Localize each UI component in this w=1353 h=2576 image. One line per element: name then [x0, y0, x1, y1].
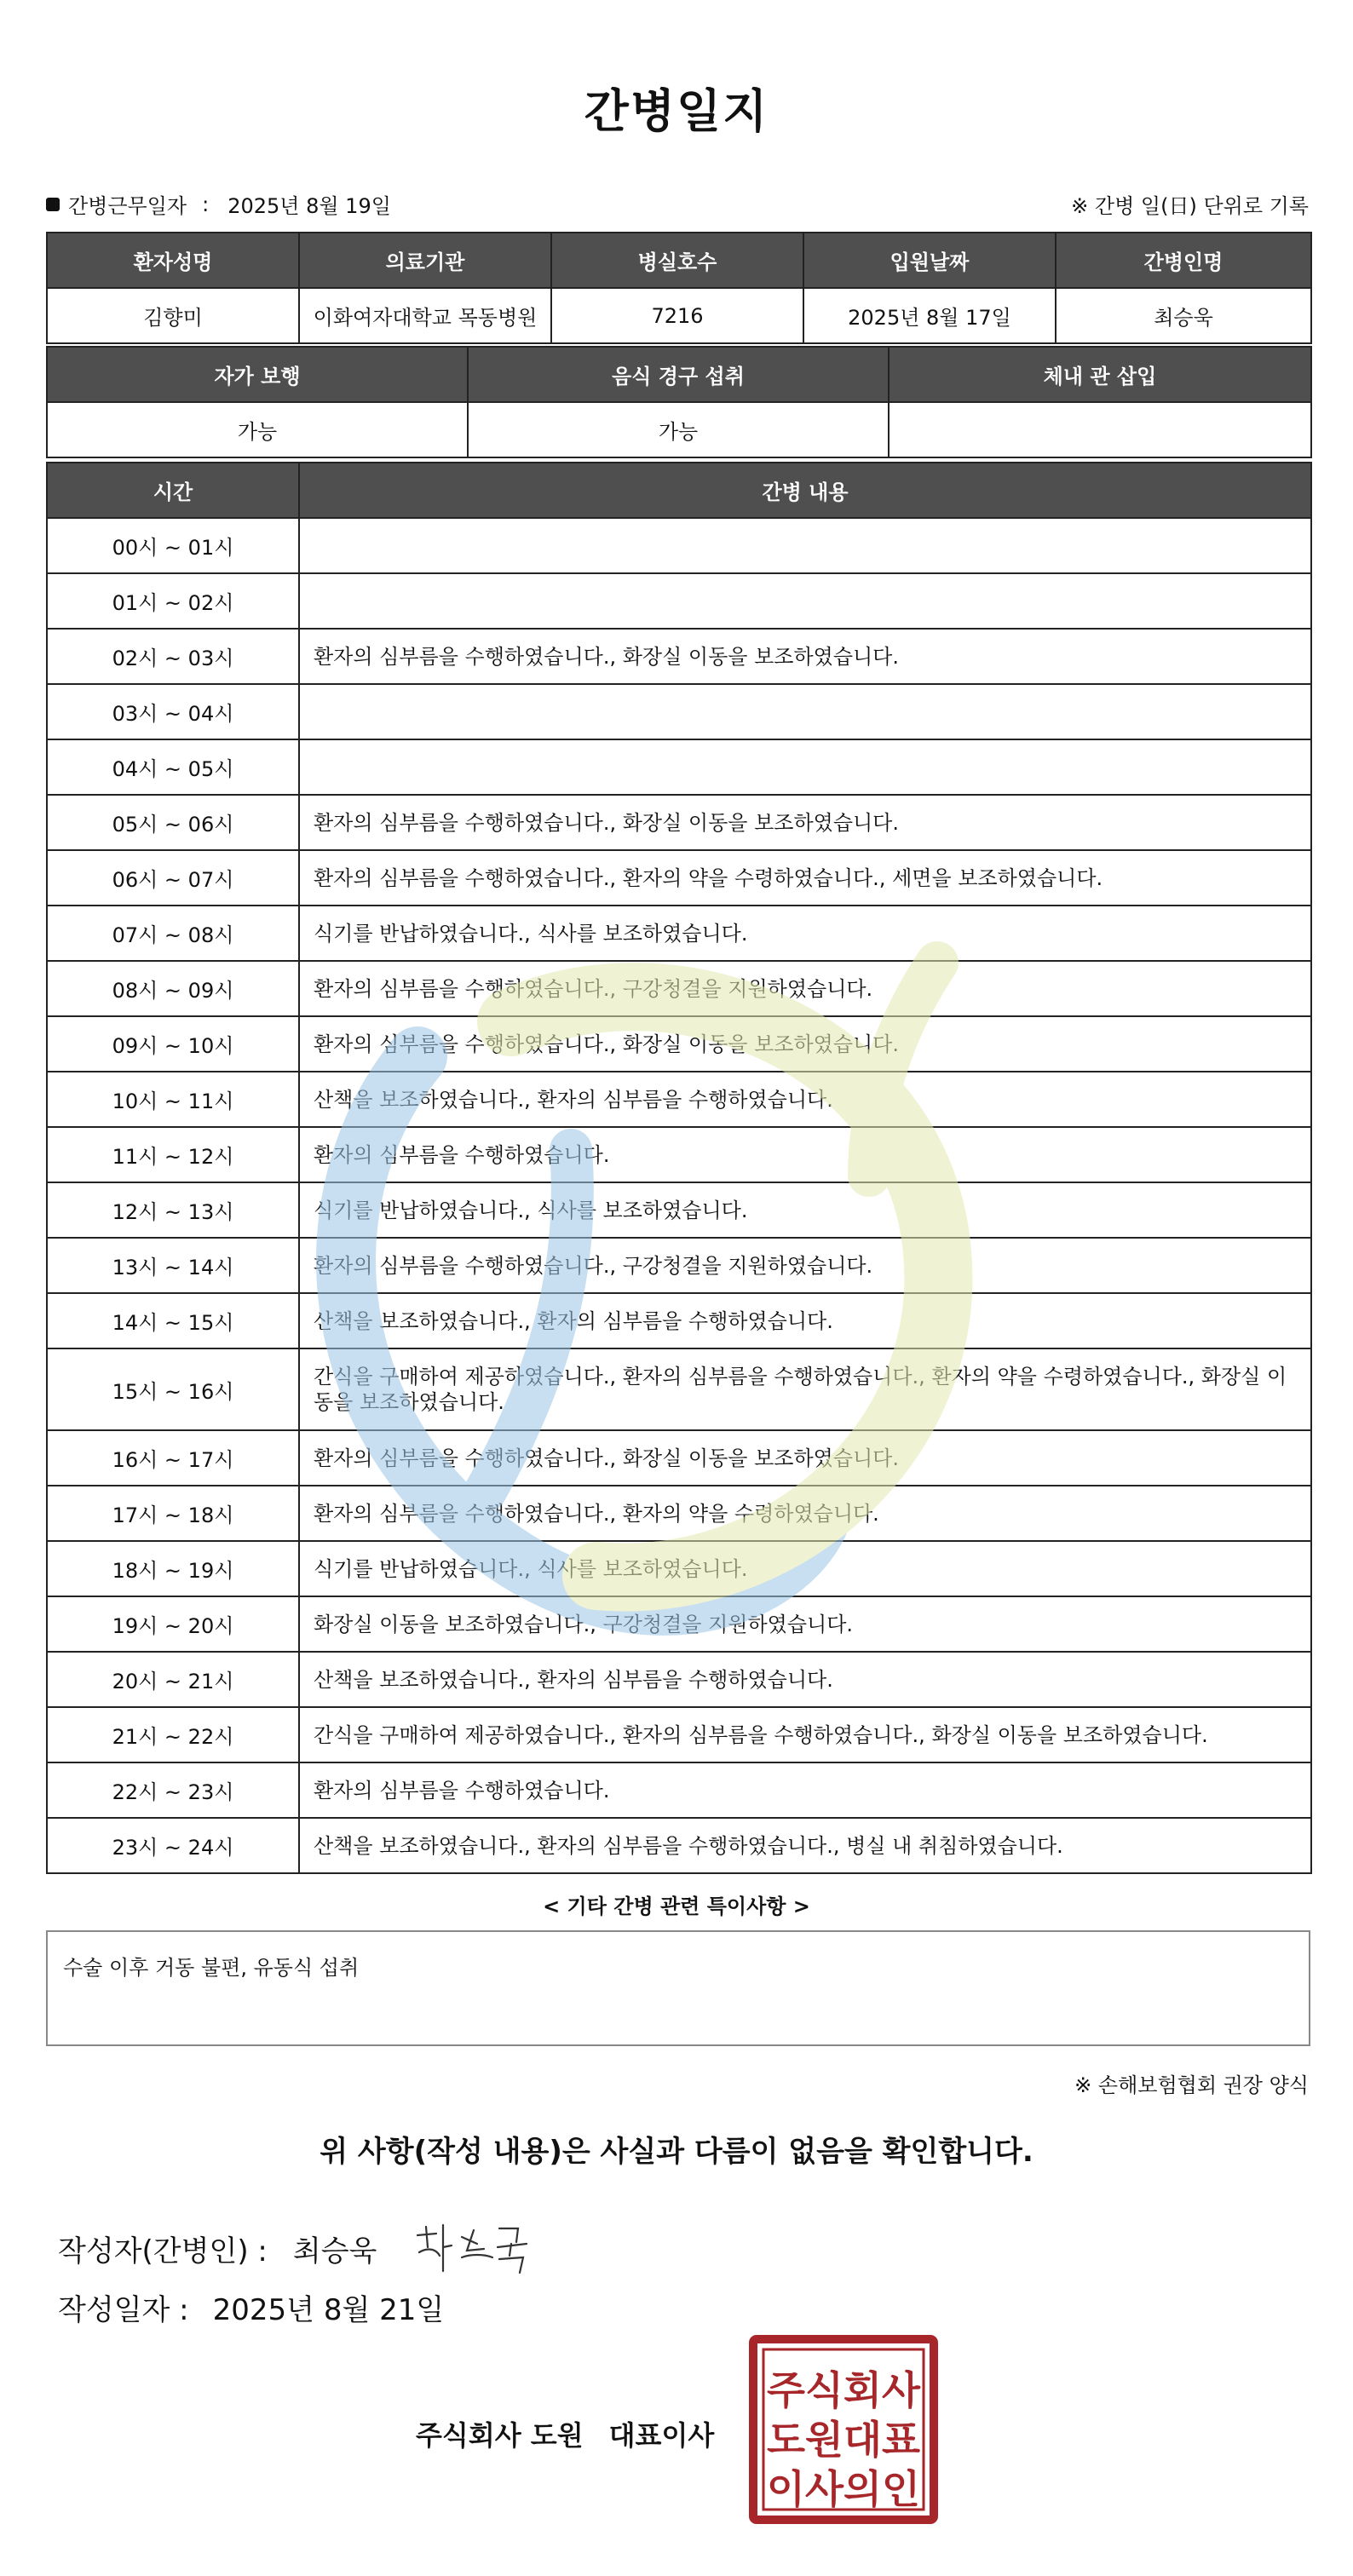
- care-row-content: 식기를 반납하였습니다., 식사를 보조하였습니다.: [299, 1182, 1311, 1238]
- care-row-time: 18시 ~ 19시: [47, 1541, 299, 1596]
- care-row: [47, 684, 1311, 739]
- care-row-time: 03시 ~ 04시: [47, 684, 299, 739]
- care-row: [47, 739, 1311, 795]
- care-row-content: 환자의 심부름을 수행하였습니다., 화장실 이동을 보조하였습니다.: [299, 1430, 1311, 1486]
- care-row: [47, 1072, 1311, 1127]
- care-row-time: 15시 ~ 16시: [47, 1348, 299, 1430]
- bullet-square-icon: [46, 198, 60, 211]
- header-tube-insertion: 체내 관 삽입: [889, 347, 1311, 402]
- hospital-name: 이화여자대학교 목동병원: [299, 288, 551, 343]
- care-row-content: 산책을 보조하였습니다., 환자의 심부름을 수행하였습니다.: [299, 1072, 1311, 1127]
- notes-text: 수술 이후 거동 불편, 유동식 섭취: [63, 1956, 360, 1980]
- company-name: 주식회사 도원: [416, 2419, 584, 2452]
- care-row-content: 산책을 보조하였습니다., 환자의 심부름을 수행하였습니다., 병실 내 취침하였습니다.: [299, 1818, 1311, 1873]
- care-row: [47, 1430, 1311, 1486]
- care-row-content: 식기를 반납하였습니다., 식사를 보조하였습니다.: [299, 1541, 1311, 1596]
- care-row: [47, 629, 1311, 684]
- care-row-time: 16시 ~ 17시: [47, 1430, 299, 1486]
- record-note: ※ 간병 일(日) 단위로 기록: [1071, 194, 1309, 218]
- patient-info-table: [46, 232, 1312, 344]
- care-row-content: [299, 739, 1311, 795]
- care-row-time: 14시 ~ 15시: [47, 1293, 299, 1348]
- care-row: [47, 961, 1311, 1016]
- care-row-content: 환자의 심부름을 수행하였습니다.: [299, 1127, 1311, 1182]
- care-row-content: 환자의 심부름을 수행하였습니다., 환자의 약을 수령하였습니다., 세면을 보조하였습니다.: [299, 850, 1311, 906]
- written-date-label: 작성일자 :: [58, 2293, 189, 2327]
- patient-status-table: [46, 346, 1312, 458]
- header-time: 시간: [47, 463, 299, 518]
- care-row-content: [299, 518, 1311, 573]
- care-row-time: 08시 ~ 09시: [47, 961, 299, 1016]
- seal-line-3: 이사의인: [767, 2466, 920, 2512]
- company-role: 대표이사: [608, 2419, 715, 2452]
- form-note: ※ 손해보험협회 권장 양식: [1074, 2073, 1309, 2097]
- header-room-number: 병실호수: [551, 233, 803, 288]
- work-date-value: 2025년 8월 19일: [227, 194, 391, 218]
- document-title: 간병일지: [584, 84, 769, 138]
- care-row-content: [299, 684, 1311, 739]
- written-date-value: 2025년 8월 21일: [212, 2293, 445, 2327]
- care-row: [47, 1293, 1311, 1348]
- notes-title: < 기타 간병 관련 특이사항 >: [543, 1895, 810, 1918]
- care-row: [47, 1348, 1311, 1430]
- header-patient-name: 환자성명: [47, 233, 299, 288]
- header-caregiver-name: 간병인명: [1056, 233, 1311, 288]
- care-row: [47, 573, 1311, 629]
- care-row-time: 13시 ~ 14시: [47, 1238, 299, 1293]
- care-row: [47, 1486, 1311, 1541]
- care-row: [47, 1818, 1311, 1873]
- care-row-time: 10시 ~ 11시: [47, 1072, 299, 1127]
- writer-name: 최승욱: [292, 2234, 377, 2268]
- care-row-time: 22시 ~ 23시: [47, 1762, 299, 1818]
- care-row: [47, 1016, 1311, 1072]
- work-date-colon: :: [202, 192, 210, 216]
- work-date-row: [46, 189, 391, 219]
- company-seal-stamp: [746, 2332, 941, 2527]
- patient-name: 김향미: [47, 288, 299, 343]
- care-row: [47, 795, 1311, 850]
- care-row-content: 산책을 보조하였습니다., 환자의 심부름을 수행하였습니다.: [299, 1293, 1311, 1348]
- care-row-content: 산책을 보조하였습니다., 환자의 심부름을 수행하였습니다.: [299, 1652, 1311, 1707]
- care-row-content: 환자의 심부름을 수행하였습니다., 구강청결을 지원하였습니다.: [299, 961, 1311, 1016]
- care-row-time: 06시 ~ 07시: [47, 850, 299, 906]
- self-walking-value: 가능: [47, 402, 468, 457]
- care-row-content: 환자의 심부름을 수행하였습니다., 구강청결을 지원하였습니다.: [299, 1238, 1311, 1293]
- care-row-content: 환자의 심부름을 수행하였습니다., 화장실 이동을 보조하였습니다.: [299, 795, 1311, 850]
- company-row: [416, 2414, 714, 2453]
- care-row-content: 환자의 심부름을 수행하였습니다., 화장실 이동을 보조하였습니다.: [299, 1016, 1311, 1072]
- care-row-time: 19시 ~ 20시: [47, 1596, 299, 1652]
- care-row: [47, 850, 1311, 906]
- care-row-time: 02시 ~ 03시: [47, 629, 299, 684]
- care-row-time: 01시 ~ 02시: [47, 573, 299, 629]
- header-admission-date: 입원날짜: [803, 233, 1056, 288]
- care-row: [47, 518, 1311, 573]
- care-row-time: 07시 ~ 08시: [47, 906, 299, 961]
- care-row-time: 09시 ~ 10시: [47, 1016, 299, 1072]
- tube-insertion-value: [889, 402, 1311, 457]
- care-row-time: 04시 ~ 05시: [47, 739, 299, 795]
- care-row-content: 간식을 구매하여 제공하였습니다., 환자의 심부름을 수행하였습니다., 화장실 이동을 보조하였습니다.: [299, 1707, 1311, 1762]
- care-row-time: 21시 ~ 22시: [47, 1707, 299, 1762]
- caregiver-name: 최승욱: [1056, 288, 1311, 343]
- care-row: [47, 1652, 1311, 1707]
- care-row-time: 11시 ~ 12시: [47, 1127, 299, 1182]
- header-self-walking: 자가 보행: [47, 347, 468, 402]
- care-row-content: 환자의 심부름을 수행하였습니다.: [299, 1762, 1311, 1818]
- care-row-time: 17시 ~ 18시: [47, 1486, 299, 1541]
- care-row-content: 간식을 구매하여 제공하였습니다., 환자의 심부름을 수행하였습니다., 환자의 약을 수령하였습니다., 화장실 이동을 보조하였습니다.: [299, 1348, 1311, 1430]
- room-number: 7216: [551, 288, 803, 343]
- written-date-row: [58, 2286, 444, 2328]
- writer-row: [58, 2218, 538, 2278]
- care-row: [47, 1238, 1311, 1293]
- care-row: [47, 1707, 1311, 1762]
- care-row: [47, 1541, 1311, 1596]
- header-hospital: 의료기관: [299, 233, 551, 288]
- seal-line-1: 주식회사: [767, 2367, 921, 2413]
- care-row-content: [299, 573, 1311, 629]
- care-row-time: 20시 ~ 21시: [47, 1652, 299, 1707]
- admission-date: 2025년 8월 17일: [803, 288, 1056, 343]
- care-row-time: 23시 ~ 24시: [47, 1818, 299, 1873]
- care-row-time: 12시 ~ 13시: [47, 1182, 299, 1238]
- handwritten-signature: [411, 2218, 538, 2278]
- care-row: [47, 1762, 1311, 1818]
- writer-label: 작성자(간병인) :: [58, 2234, 268, 2268]
- notes-box: [46, 1930, 1310, 2046]
- care-log-table: [46, 462, 1312, 1874]
- header-care-content: 간병 내용: [299, 463, 1311, 518]
- care-row-content: 식기를 반납하였습니다., 식사를 보조하였습니다.: [299, 906, 1311, 961]
- care-row: [47, 1127, 1311, 1182]
- care-row-content: 화장실 이동을 보조하였습니다., 구강청결을 지원하였습니다.: [299, 1596, 1311, 1652]
- care-row: [47, 1596, 1311, 1652]
- care-row-time: 05시 ~ 06시: [47, 795, 299, 850]
- care-row: [47, 1182, 1311, 1238]
- care-row: [47, 906, 1311, 961]
- oral-intake-value: 가능: [468, 402, 889, 457]
- header-oral-intake: 음식 경구 섭취: [468, 347, 889, 402]
- work-date-label: 간병근무일자: [68, 194, 187, 218]
- care-row-content: 환자의 심부름을 수행하였습니다., 화장실 이동을 보조하였습니다.: [299, 629, 1311, 684]
- care-row-content: 환자의 심부름을 수행하였습니다., 환자의 약을 수령하였습니다.: [299, 1486, 1311, 1541]
- care-row-time: 00시 ~ 01시: [47, 518, 299, 573]
- confirmation-statement: 위 사항(작성 내용)은 사실과 다름이 없음을 확인합니다.: [320, 2135, 1033, 2169]
- seal-line-2: 도원대표: [767, 2417, 921, 2463]
